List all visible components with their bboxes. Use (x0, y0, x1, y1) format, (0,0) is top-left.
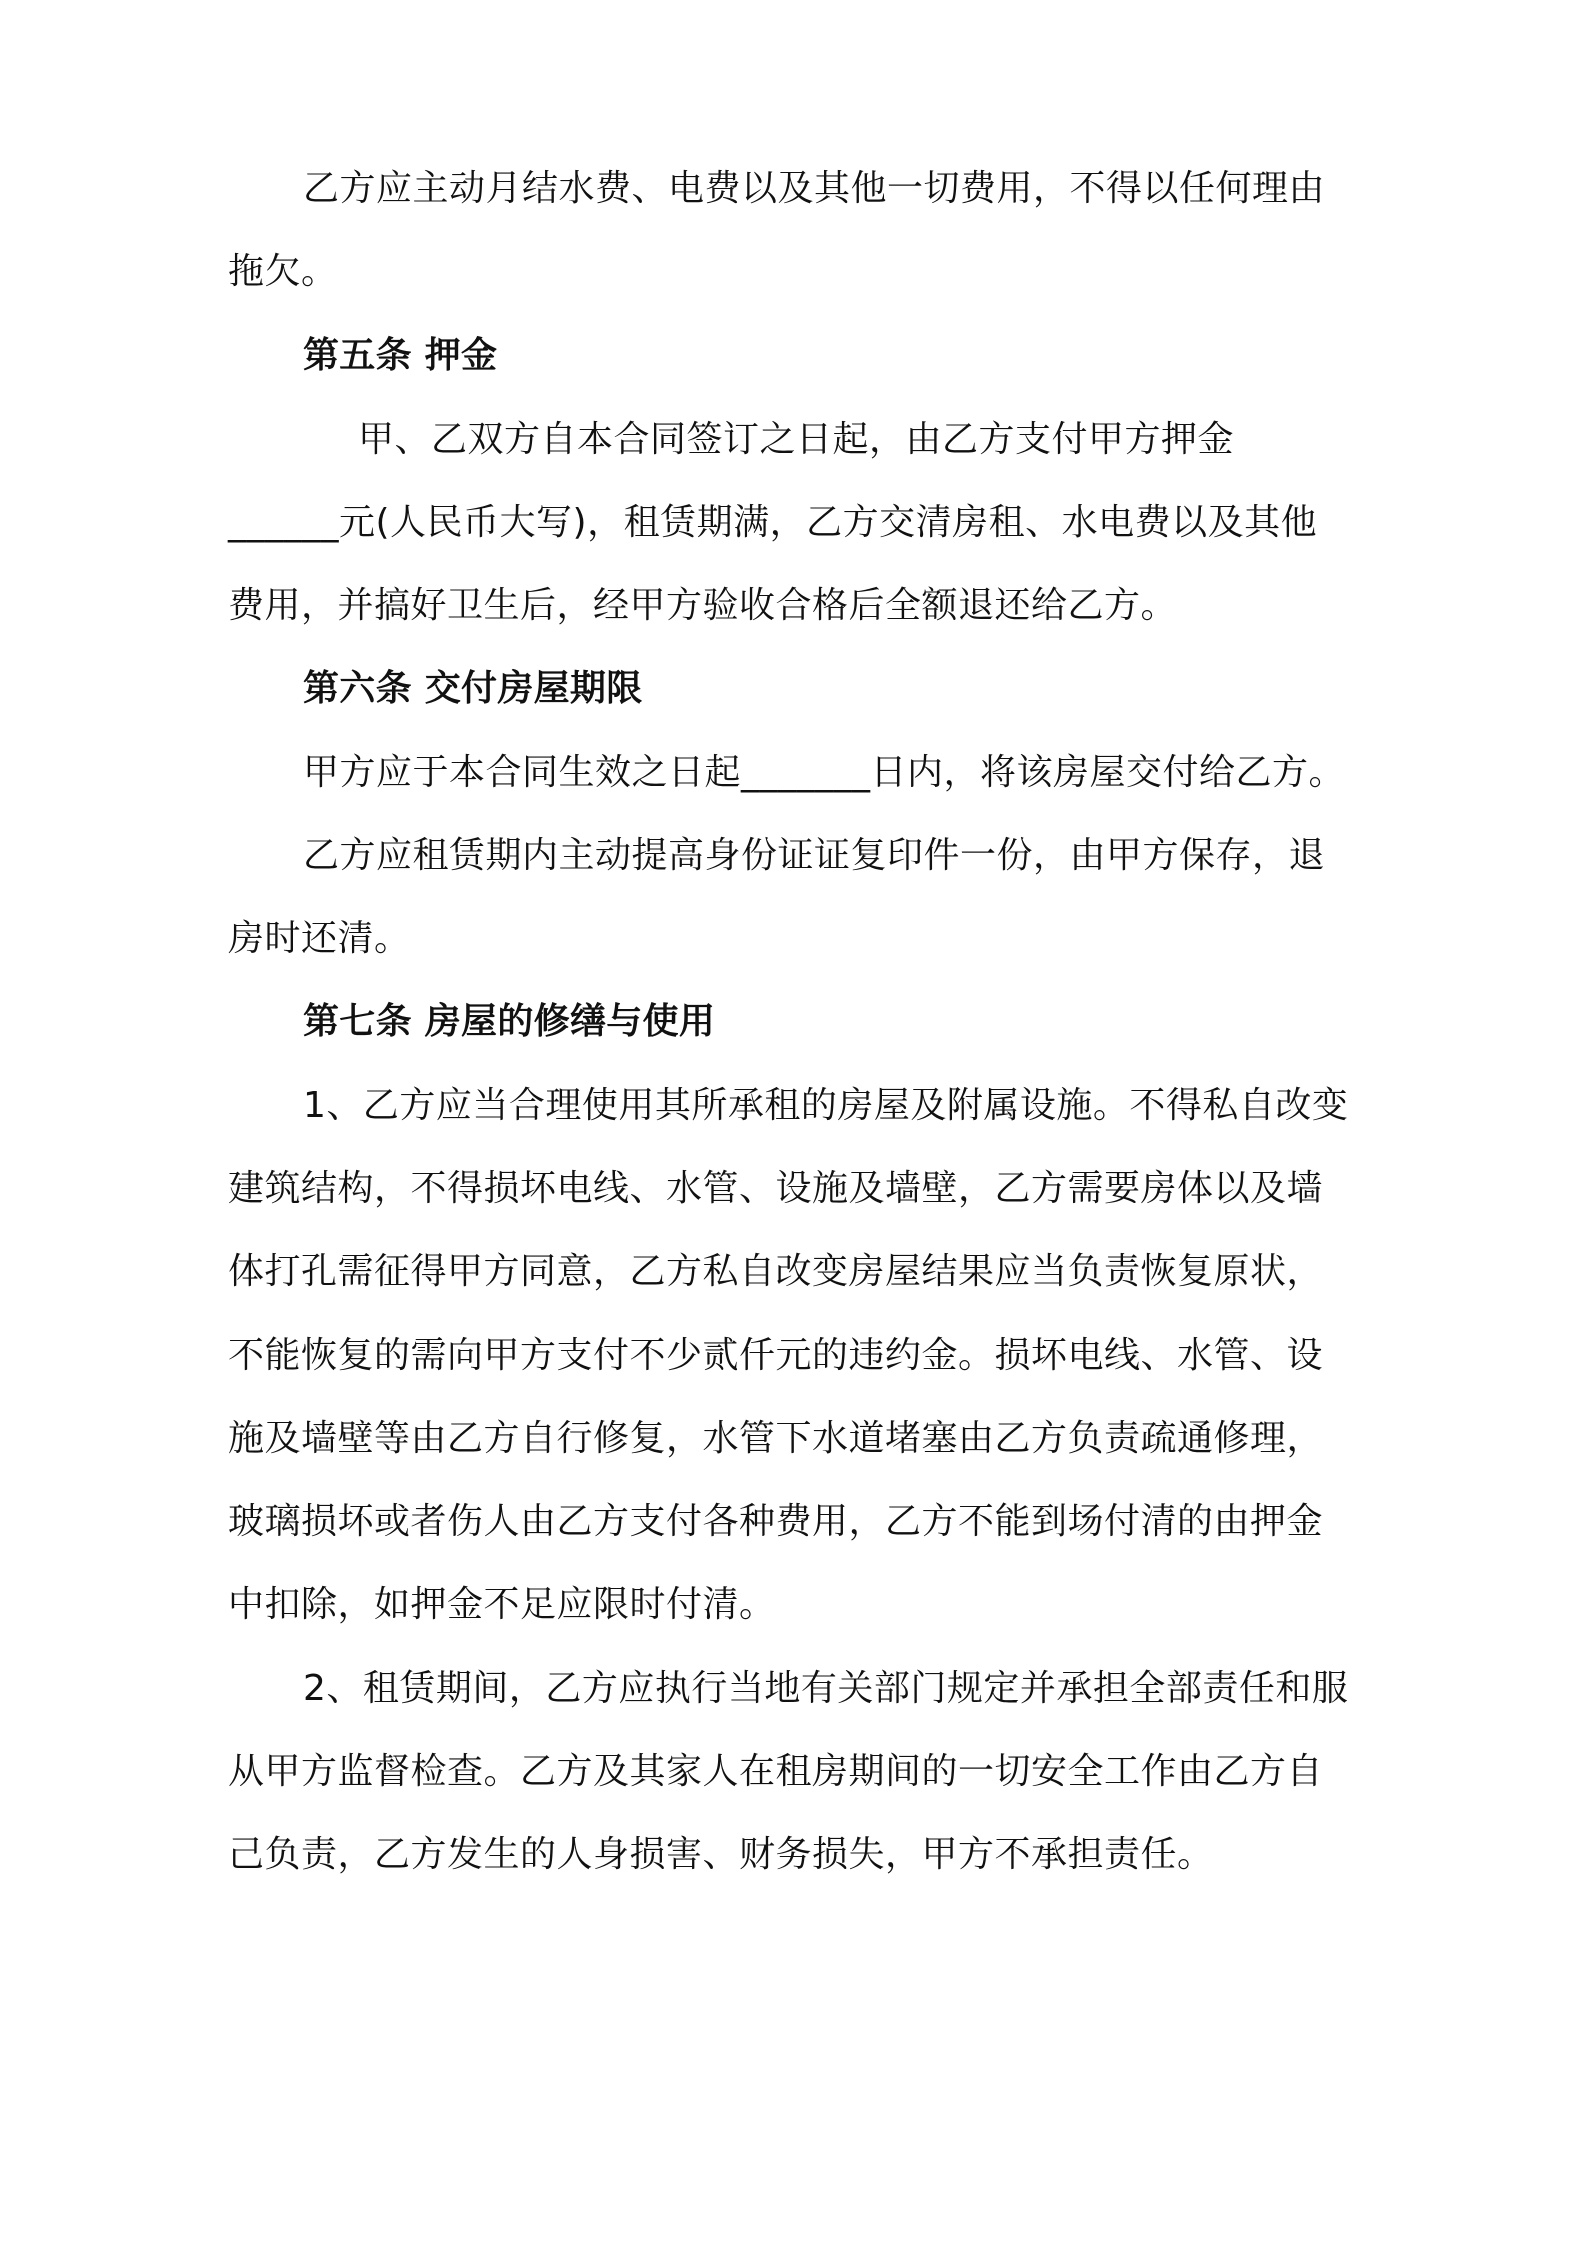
article7-item2-line1: 2、租赁期间，乙方应执行当地有关部门规定并承担全部责任和服 (303, 1668, 1349, 1709)
article5-line1: 甲、乙双方自本合同签订之日起，由乙方支付甲方押金 (358, 419, 1235, 460)
article5-line2: ______元(人民币大写)，租赁期满，乙方交清房租、水电费以及其他 (228, 502, 1318, 543)
article5-heading: 第五条 押金 (303, 335, 498, 376)
article7-item2-line2: 从甲方监督检查。乙方及其家人在租房期间的一切安全工作由乙方自 (228, 1751, 1324, 1792)
article7-item1-line4: 不能恢复的需向甲方支付不少贰仟元的违约金。损坏电线、水管、设 (228, 1335, 1324, 1376)
article7-item1-line5: 施及墙壁等由乙方自行修复，水管下水道堵塞由乙方负责疏通修理， (228, 1418, 1324, 1459)
article7-item1-line1: 1、乙方应当合理使用其所承租的房屋及附属设施。不得私自改变 (303, 1085, 1349, 1126)
article6-paragraph2-line1: 乙方应租赁期内主动提高身份证证复印件一份，由甲方保存，退 (303, 835, 1326, 876)
article6-paragraph1: 甲方应于本合同生效之日起_______日内，将该房屋交付给乙方。 (303, 752, 1346, 793)
article7-item1-line7: 中扣除，如押金不足应限时付清。 (228, 1584, 776, 1625)
article7-item1-line2: 建筑结构，不得损坏电线、水管、设施及墙壁，乙方需要房体以及墙 (228, 1168, 1324, 1209)
article7-item1-line6: 玻璃损坏或者伤人由乙方支付各种费用，乙方不能到场付清的由押金 (228, 1501, 1324, 1542)
article7-item1-line3: 体打孔需征得甲方同意，乙方私自改变房屋结果应当负责恢复原状， (228, 1251, 1324, 1292)
article5-line3: 费用，并搞好卫生后，经甲方验收合格后全额退还给乙方。 (228, 585, 1178, 626)
article7-heading: 第七条 房屋的修缮与使用 (303, 1001, 716, 1042)
paragraph-utilities-line2: 拖欠。 (228, 251, 338, 292)
article6-paragraph2-line2: 房时还清。 (228, 918, 411, 959)
article7-item2-line3: 己负责，乙方发生的人身损害、财务损失，甲方不承担责任。 (228, 1834, 1214, 1875)
paragraph-utilities-line1: 乙方应主动月结水费、电费以及其他一切费用，不得以任何理由 (303, 168, 1326, 209)
article6-heading: 第六条 交付房屋期限 (303, 668, 643, 709)
